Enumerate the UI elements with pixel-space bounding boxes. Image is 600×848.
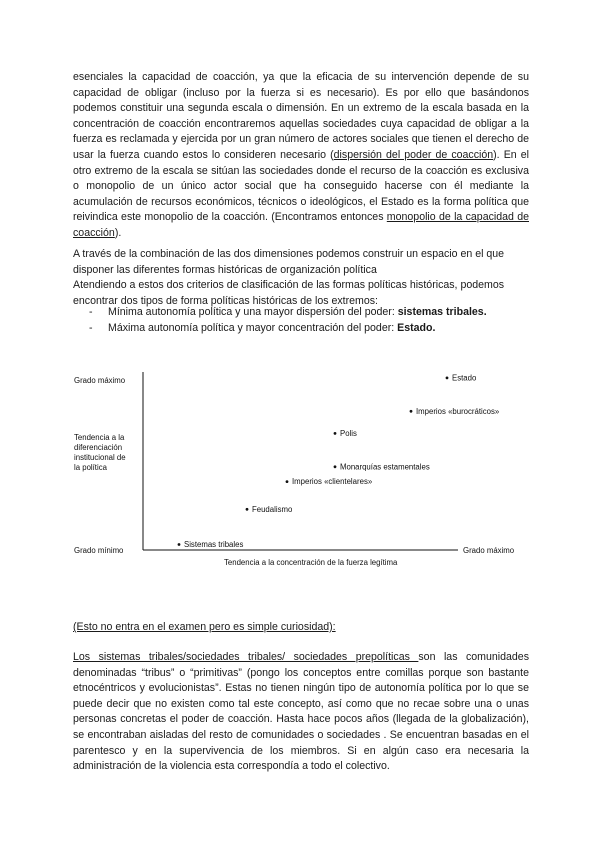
term-monopolio: monopolio de la capacidad de coacción bbox=[73, 211, 529, 239]
data-point bbox=[178, 543, 181, 546]
curiosity-note: (Esto no entra en el examen pero es simple curiosidad): bbox=[73, 621, 336, 633]
paragraph-coaccion-part2: ). En el otro extremo de la escala se sitúan las sociedades donde el recurso de la coacción es exclusiva o monopolio de un único actor social que ha conseguido hacerse con él mediante la acumulación de recursos económicos, técnicos o ideológicos, el Estado es la forma política que reivindica este monopolio de la coacción. (Encontramos entonces bbox=[73, 148, 530, 224]
paragraph-sistemas-tribales-text: son las comunidades denominadas “tribus” o “primitivas” (pongo los conceptos entre comillas porque son bastante etnocéntricos y evolucionistas”. Estas no tienen ningún tipo de autonomía política por lo que se puede decir que no existen como tal este concepto, así como que no recae sobre una o unas personas concretas el poder de coacción. Hasta hace pocos años (llegada de la globalización), se encontraban aisladas del resto de comunidades o sociedades . Se encuentran basadas en el parentesco y en la supervivencia de los miembros. Si en algún caso era necesaria la administración de la violencia esta correspondía a todo el colectivo. bbox=[73, 651, 529, 773]
y-axis-label-line: Tendencia a la bbox=[74, 433, 125, 442]
data-point-label: Estado bbox=[452, 373, 477, 383]
data-points bbox=[178, 374, 500, 549]
x-axis-label: Tendencia a la concentración de la fuerza legítima bbox=[224, 558, 398, 567]
data-point-label: Feudalismo bbox=[252, 504, 293, 514]
paragraph-coaccion-part1: esenciales la capacidad de coacción, ya que la eficacia de su intervención depende de su capacidad de obligar (incluso por la fuerza si es necesario). Es por ello que basándonos podemos constituir una segunda escala o dimensión. En un extremo de la escala basada en la concentración de coacción encontraremos aquellas sociedades cuya capacidad de obligar a la fuerza es reclamada y ejercida por un gran número de actores sociales que tienen el derecho de usar la fuerza cuando estos lo consideren necesario ( bbox=[73, 71, 529, 161]
paragraph-dimensiones-line2: Atendiendo a estos dos criterios de clasificación de las formas políticas históricas, podemos encontrar dos tipos de forma políticas históricas de los extremos: bbox=[73, 279, 505, 307]
list-item-bold: sistemas tribales. bbox=[397, 306, 487, 318]
list-item-bold: Estado. bbox=[397, 321, 436, 334]
x-max-label: Grado máximo bbox=[463, 546, 515, 555]
data-point-label: Monarquías estamentales bbox=[340, 462, 430, 472]
data-point bbox=[286, 480, 289, 483]
data-point bbox=[334, 465, 337, 468]
list-item-text: Mínima autonomía política y una mayor dispersión del poder: bbox=[108, 306, 398, 318]
term-dispersion: dispersión del poder de coacción bbox=[333, 148, 494, 161]
data-point bbox=[246, 508, 249, 511]
list-item-text: Máxima autonomía política y mayor concentración del poder: bbox=[108, 321, 398, 334]
y-max-label: Grado máximo bbox=[74, 376, 126, 385]
bullet-dash: - bbox=[89, 321, 93, 334]
y-axis-label-line: diferenciación bbox=[74, 443, 123, 452]
bullet-dash: - bbox=[89, 306, 93, 318]
data-point bbox=[334, 432, 337, 435]
y-axis-label-line: institucional de bbox=[74, 453, 126, 462]
y-min-label: Grado mínimo bbox=[74, 546, 124, 555]
data-point-label: Polis bbox=[340, 429, 357, 439]
data-point-label: Sistemas tribales bbox=[184, 540, 244, 550]
data-point bbox=[446, 377, 449, 380]
data-point-label: Imperios «clientelares» bbox=[292, 477, 373, 487]
term-sistemas-tribales: Los sistemas tribales/sociedades tribales/ sociedades prepolíticas bbox=[73, 651, 419, 663]
data-point bbox=[410, 410, 413, 413]
data-point-label: Imperios «burocráticos» bbox=[416, 406, 500, 416]
paragraph-sistemas-tribales bbox=[73, 650, 529, 775]
paragraph-coaccion-part3: ). bbox=[114, 226, 122, 239]
y-axis-label-line: la política bbox=[74, 463, 107, 472]
paragraph-dimensiones-line1: A través de la combinación de las dos dimensiones podemos construir un espacio en el que disponer las diferentes formas históricas de organización política bbox=[73, 248, 505, 276]
